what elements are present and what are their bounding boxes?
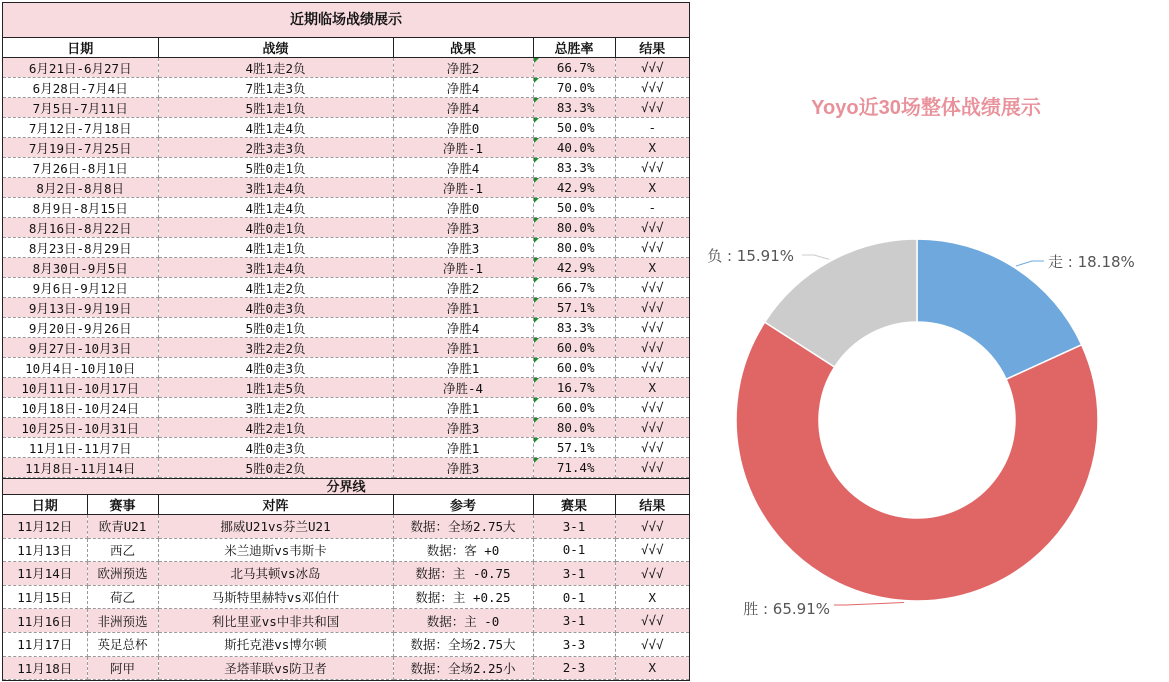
table-row bbox=[3, 278, 689, 298]
donut-chart bbox=[690, 0, 1169, 682]
table-row bbox=[3, 238, 689, 258]
table-cell: 6月28日-7月4日 bbox=[3, 78, 158, 98]
table-row bbox=[3, 138, 689, 158]
table-cell: X bbox=[615, 178, 689, 198]
table-cell: 数据：主 -0.75 bbox=[393, 562, 533, 586]
table-row bbox=[3, 358, 689, 378]
table-cell: 净胜-1 bbox=[393, 178, 533, 198]
table-cell: X bbox=[615, 138, 689, 158]
table-cell: 欧青U21 bbox=[87, 515, 158, 539]
label-leader-line bbox=[834, 603, 904, 605]
table-row bbox=[3, 609, 689, 633]
table-cell: 英足总杯 bbox=[87, 632, 158, 656]
table-cell: 83.3% bbox=[533, 318, 615, 338]
table-row bbox=[3, 338, 689, 358]
table-cell: 5胜1走1负 bbox=[158, 98, 393, 118]
table-cell: 60.0% bbox=[533, 338, 615, 358]
table-row bbox=[3, 378, 689, 398]
table-cell: 8月16日-8月22日 bbox=[3, 218, 158, 238]
header-cell: 日期 bbox=[3, 38, 158, 58]
slice-label: 负 : 15.91% bbox=[707, 247, 794, 265]
table-cell: 66.7% bbox=[533, 58, 615, 78]
donut-chart-svg bbox=[690, 0, 1169, 682]
table-row bbox=[3, 98, 689, 118]
table-cell: 净胜1 bbox=[393, 298, 533, 318]
table-cell: 0-1 bbox=[533, 538, 615, 562]
table-cell: 9月20日-9月26日 bbox=[3, 318, 158, 338]
table-cell: 7月5日-7月11日 bbox=[3, 98, 158, 118]
table-row bbox=[3, 298, 689, 318]
table-cell: 11月16日 bbox=[3, 609, 87, 633]
table-cell: 11月13日 bbox=[3, 538, 87, 562]
table-cell: 净胜4 bbox=[393, 78, 533, 98]
table-cell: 8月23日-8月29日 bbox=[3, 238, 158, 258]
weekly-record-table bbox=[3, 38, 689, 478]
table-row bbox=[3, 118, 689, 138]
table-cell: 净胜3 bbox=[393, 238, 533, 258]
table-cell: 阿甲 bbox=[87, 656, 158, 680]
table-cell: 80.0% bbox=[533, 418, 615, 438]
table-cell: 11月14日 bbox=[3, 562, 87, 586]
table-cell: 40.0% bbox=[533, 138, 615, 158]
table-cell: 挪威U21vs芬兰U21 bbox=[158, 515, 393, 539]
slice-label: 走 : 18.18% bbox=[1048, 253, 1135, 271]
table-cell: 净胜3 bbox=[393, 458, 533, 478]
table-cell: 60.0% bbox=[533, 398, 615, 418]
table-cell: √√√ bbox=[615, 338, 689, 358]
table-cell: 50.0% bbox=[533, 198, 615, 218]
table-cell: 4胜0走3负 bbox=[158, 358, 393, 378]
table-cell: √√√ bbox=[615, 418, 689, 438]
table-row bbox=[3, 458, 689, 478]
table-cell: 北马其顿vs冰岛 bbox=[158, 562, 393, 586]
table-cell: 9月13日-9月19日 bbox=[3, 298, 158, 318]
table-cell: 42.9% bbox=[533, 178, 615, 198]
table-cell: 7月26日-8月1日 bbox=[3, 158, 158, 178]
table-cell: 0-1 bbox=[533, 585, 615, 609]
table-cell: 4胜0走1负 bbox=[158, 218, 393, 238]
table-cell: 2-3 bbox=[533, 656, 615, 680]
table-cell: 4胜1走2负 bbox=[158, 58, 393, 78]
table-cell: 2胜3走3负 bbox=[158, 138, 393, 158]
header-cell: 结果 bbox=[615, 495, 689, 515]
label-leader-line bbox=[1016, 261, 1044, 266]
table-row bbox=[3, 515, 689, 539]
donut-slice-2 bbox=[736, 322, 1098, 601]
table-row bbox=[3, 258, 689, 278]
table-cell: √√√ bbox=[615, 438, 689, 458]
table-cell: 4胜1走4负 bbox=[158, 118, 393, 138]
table-cell: 11月12日 bbox=[3, 515, 87, 539]
table-cell: 数据：客 +0 bbox=[393, 538, 533, 562]
table-cell: √√√ bbox=[615, 458, 689, 478]
header-cell: 结果 bbox=[615, 38, 689, 58]
table-cell: √√√ bbox=[615, 609, 689, 633]
table-row bbox=[3, 538, 689, 562]
table-cell: √√√ bbox=[615, 218, 689, 238]
table-cell: 3-1 bbox=[533, 562, 615, 586]
table-cell: 净胜3 bbox=[393, 218, 533, 238]
table-cell: 83.3% bbox=[533, 158, 615, 178]
table-row bbox=[3, 438, 689, 458]
table-cell: - bbox=[615, 118, 689, 138]
table-cell: 数据：全场2.25小 bbox=[393, 656, 533, 680]
header-cell: 赛事 bbox=[87, 495, 158, 515]
table-cell: 71.4% bbox=[533, 458, 615, 478]
table-cell: 利比里亚vs中非共和国 bbox=[158, 609, 393, 633]
table-cell: 5胜0走2负 bbox=[158, 458, 393, 478]
table-row bbox=[3, 585, 689, 609]
table-cell: √√√ bbox=[615, 632, 689, 656]
table-cell: 净胜1 bbox=[393, 358, 533, 378]
header-cell: 战果 bbox=[393, 38, 533, 58]
table-cell: 16.7% bbox=[533, 378, 615, 398]
header-cell: 参考 bbox=[393, 495, 533, 515]
table-cell: 净胜1 bbox=[393, 438, 533, 458]
table-cell: 3-3 bbox=[533, 632, 615, 656]
table-cell: 3胜1走2负 bbox=[158, 398, 393, 418]
table-cell: 9月27日-10月3日 bbox=[3, 338, 158, 358]
table-cell: 60.0% bbox=[533, 358, 615, 378]
table-cell: 净胜4 bbox=[393, 318, 533, 338]
table-cell: 70.0% bbox=[533, 78, 615, 98]
table-row bbox=[3, 158, 689, 178]
table-row bbox=[3, 78, 689, 98]
table-cell: 3胜2走2负 bbox=[158, 338, 393, 358]
table-cell: 10月18日-10月24日 bbox=[3, 398, 158, 418]
table-cell: 8月9日-8月15日 bbox=[3, 198, 158, 218]
table-cell: 1胜1走5负 bbox=[158, 378, 393, 398]
header-cell: 日期 bbox=[3, 495, 87, 515]
table-cell: 净胜1 bbox=[393, 398, 533, 418]
table-cell: 净胜-4 bbox=[393, 378, 533, 398]
table-row bbox=[3, 318, 689, 338]
table-cell: √√√ bbox=[615, 78, 689, 98]
table-cell: 斯托克港vs博尔顿 bbox=[158, 632, 393, 656]
table-cell: 6月21日-6月27日 bbox=[3, 58, 158, 78]
table-cell: 非洲预选 bbox=[87, 609, 158, 633]
table-cell: 3胜1走4负 bbox=[158, 258, 393, 278]
table-cell: 5胜0走1负 bbox=[158, 318, 393, 338]
table-cell: 米兰迪斯vs韦斯卡 bbox=[158, 538, 393, 562]
table-cell: X bbox=[615, 378, 689, 398]
table-cell: 80.0% bbox=[533, 218, 615, 238]
table-cell: 9月6日-9月12日 bbox=[3, 278, 158, 298]
table-cell: 11月18日 bbox=[3, 656, 87, 680]
table-cell: 净胜0 bbox=[393, 118, 533, 138]
table-cell: 83.3% bbox=[533, 98, 615, 118]
table-cell: 净胜-1 bbox=[393, 258, 533, 278]
table-cell: √√√ bbox=[615, 398, 689, 418]
table-cell: 57.1% bbox=[533, 438, 615, 458]
table-row bbox=[3, 218, 689, 238]
header-cell: 对阵 bbox=[158, 495, 393, 515]
table-cell: 42.9% bbox=[533, 258, 615, 278]
table-cell: 4胜0走3负 bbox=[158, 298, 393, 318]
table-cell: √√√ bbox=[615, 298, 689, 318]
table-cell: √√√ bbox=[615, 98, 689, 118]
divider-label: 分界线 bbox=[3, 478, 689, 495]
header-cell: 总胜率 bbox=[533, 38, 615, 58]
label-leader-line bbox=[802, 255, 829, 259]
slice-label: 胜 : 65.91% bbox=[743, 600, 830, 618]
table-cell: 3-1 bbox=[533, 609, 615, 633]
table-cell: X bbox=[615, 656, 689, 680]
table-cell: 66.7% bbox=[533, 278, 615, 298]
table-cell: 80.0% bbox=[533, 238, 615, 258]
chart-title: Yoyo近30场整体战绩展示 bbox=[811, 97, 1041, 119]
table-cell: 8月30日-9月5日 bbox=[3, 258, 158, 278]
table-cell: 11月1日-11月7日 bbox=[3, 438, 158, 458]
table-cell: 4胜1走4负 bbox=[158, 198, 393, 218]
table-cell: 数据：全场2.75大 bbox=[393, 632, 533, 656]
table-cell: 马斯特里赫特vs邓伯什 bbox=[158, 585, 393, 609]
table-cell: 净胜0 bbox=[393, 198, 533, 218]
table-cell: 5胜0走1负 bbox=[158, 158, 393, 178]
table-cell: 57.1% bbox=[533, 298, 615, 318]
table-cell: 3胜1走4负 bbox=[158, 178, 393, 198]
table-cell: 3-1 bbox=[533, 515, 615, 539]
table-cell: X bbox=[615, 258, 689, 278]
table-cell: - bbox=[615, 198, 689, 218]
table-cell: 50.0% bbox=[533, 118, 615, 138]
table-cell: 11月17日 bbox=[3, 632, 87, 656]
table-cell: 数据：全场2.75大 bbox=[393, 515, 533, 539]
table-cell: 7月19日-7月25日 bbox=[3, 138, 158, 158]
table-cell: 圣塔菲联vs防卫者 bbox=[158, 656, 393, 680]
table-cell: 10月4日-10月10日 bbox=[3, 358, 158, 378]
table-cell: 净胜4 bbox=[393, 98, 533, 118]
table-cell: √√√ bbox=[615, 515, 689, 539]
table-cell: 4胜2走1负 bbox=[158, 418, 393, 438]
table-row bbox=[3, 398, 689, 418]
table-row bbox=[3, 418, 689, 438]
table-cell: 11月8日-11月14日 bbox=[3, 458, 158, 478]
table-cell: √√√ bbox=[615, 238, 689, 258]
table-cell: 净胜1 bbox=[393, 338, 533, 358]
table-cell: √√√ bbox=[615, 318, 689, 338]
table-cell: 10月25日-10月31日 bbox=[3, 418, 158, 438]
table-title: 近期临场战绩展示 bbox=[3, 3, 689, 38]
table-cell: 净胜4 bbox=[393, 158, 533, 178]
table-cell: √√√ bbox=[615, 58, 689, 78]
table-cell: 4胜1走1负 bbox=[158, 238, 393, 258]
table-cell: √√√ bbox=[615, 158, 689, 178]
table-row bbox=[3, 562, 689, 586]
table-cell: 11月15日 bbox=[3, 585, 87, 609]
table-cell: √√√ bbox=[615, 358, 689, 378]
table-cell: X bbox=[615, 585, 689, 609]
table-cell: 欧洲预选 bbox=[87, 562, 158, 586]
table-cell: 净胜-1 bbox=[393, 138, 533, 158]
table-cell: 10月11日-10月17日 bbox=[3, 378, 158, 398]
table-cell: 净胜3 bbox=[393, 418, 533, 438]
table-row bbox=[3, 58, 689, 78]
table-cell: 西乙 bbox=[87, 538, 158, 562]
table-cell: 7胜1走3负 bbox=[158, 78, 393, 98]
table-cell: √√√ bbox=[615, 538, 689, 562]
table-row bbox=[3, 178, 689, 198]
table-cell: 净胜2 bbox=[393, 58, 533, 78]
table-cell: 4胜0走3负 bbox=[158, 438, 393, 458]
table-cell: 数据：主 -0 bbox=[393, 609, 533, 633]
match-table bbox=[3, 495, 689, 680]
table-row bbox=[3, 632, 689, 656]
table-cell: 7月12日-7月18日 bbox=[3, 118, 158, 138]
table-cell: √√√ bbox=[615, 562, 689, 586]
table-cell: √√√ bbox=[615, 278, 689, 298]
table-cell: 8月2日-8月8日 bbox=[3, 178, 158, 198]
table-cell: 4胜1走2负 bbox=[158, 278, 393, 298]
table-row bbox=[3, 198, 689, 218]
header-cell: 战绩 bbox=[158, 38, 393, 58]
table-row bbox=[3, 656, 689, 680]
table-cell: 净胜2 bbox=[393, 278, 533, 298]
stats-table-panel bbox=[2, 2, 690, 681]
table-cell: 数据：主 +0.25 bbox=[393, 585, 533, 609]
header-cell: 赛果 bbox=[533, 495, 615, 515]
table-cell: 荷乙 bbox=[87, 585, 158, 609]
